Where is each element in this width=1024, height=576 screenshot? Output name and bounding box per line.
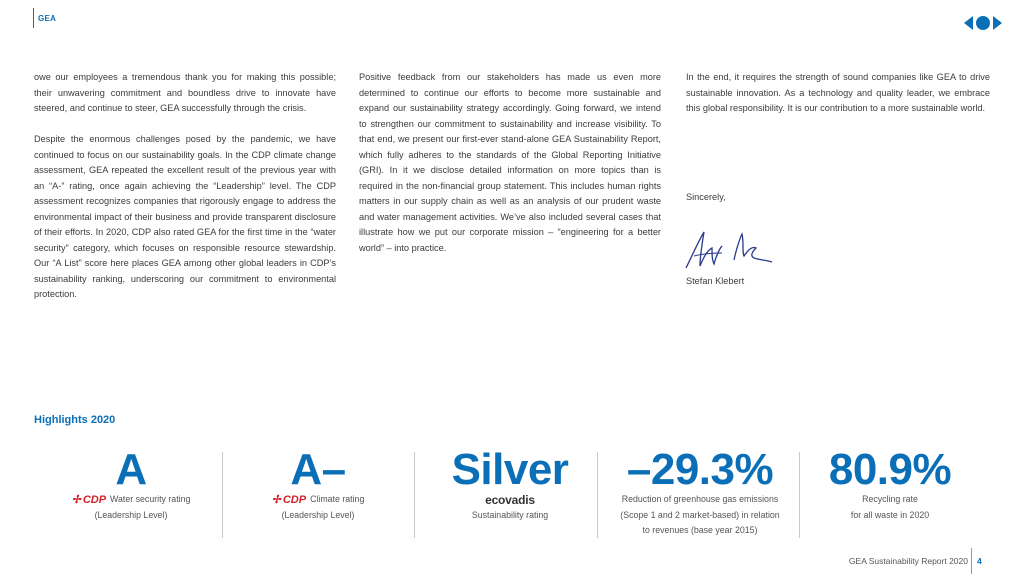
highlight-recycling [810, 446, 970, 523]
home-dot-icon[interactable] [976, 16, 990, 30]
closing: Sincerely, [686, 192, 726, 202]
cdp-logo-text: CDP [82, 493, 107, 506]
highlight-value: Silver [451, 445, 569, 494]
highlight-label-line2: for all waste in 2020 [850, 509, 930, 520]
highlight-ghg-reduction [605, 446, 795, 539]
highlight-label: Reduction of greenhouse gas emissions [621, 494, 779, 504]
paragraph: owe our employees a tremendous thank you for making this possible; their unwavering commitment and boundless drive to innovate have steered, and continue to steer, GEA successfully through the crisis. [34, 72, 336, 113]
brand-label: GEA [38, 14, 57, 23]
highlight-value: A [115, 445, 147, 494]
previous-page-icon[interactable] [964, 16, 973, 30]
page-navigation [964, 16, 1002, 30]
highlight-value: 80.9% [828, 445, 952, 494]
divider [222, 452, 223, 538]
text-column-2 [359, 70, 661, 256]
cdp-row [243, 492, 393, 508]
highlight-label: Sustainability rating [471, 510, 549, 520]
cdp-logo [72, 493, 106, 506]
footer-report-title: GEA Sustainability Report 2020 [848, 556, 968, 566]
paragraph: Positive feedback from our stakeholders has made us even more determined to continue our efforts to become more sustainable and expand our sustainability strategy accordingly. Going forward, we intend to strengthen our commitment to sustainability and increase visibility. To that end, we present our first-ever stand-alone GEA Sustainability Report, which fully adheres to the standards of the Global Reporting Initiative (GRI). In it we disclose detailed information on more topics than is required in the non-financial group statement. This includes human rights matters in our supply chain as well as an analysis of our prudent waste and water management activities. We’ve also included several cases that illustrate how we put our corporate mission – “engineering for a better world” – into practice. [359, 72, 661, 253]
cdp-mark-icon: ✢ [71, 494, 81, 507]
highlight-label: Climate rating [310, 494, 365, 504]
next-page-icon[interactable] [993, 16, 1002, 30]
divider [799, 452, 800, 538]
highlight-sublabel: (Leadership Level) [94, 509, 168, 520]
cdp-logo [272, 493, 306, 506]
brand-rule [33, 8, 34, 28]
signature-image [682, 226, 777, 272]
highlight-label: Recycling rate [862, 494, 918, 504]
text-column-3 [686, 70, 990, 117]
signer-name: Stefan Klebert [686, 276, 745, 286]
highlight-ecovadis [430, 446, 590, 524]
page-number: 4 [977, 556, 982, 566]
highlight-value: A– [290, 445, 346, 494]
highlight-label: Water security rating [110, 494, 191, 504]
divider [414, 452, 415, 538]
ecovadis-logo: ecovadis [485, 493, 535, 507]
cdp-logo-text: CDP [282, 493, 307, 506]
highlights-title: Highlights 2020 [34, 414, 116, 426]
text-column-1 [34, 70, 336, 303]
highlight-label-line2: (Scope 1 and 2 market-based) in relation [620, 509, 780, 520]
highlight-sublabel: (Leadership Level) [281, 509, 355, 520]
cdp-mark-icon: ✢ [271, 494, 281, 507]
cdp-row [56, 492, 206, 508]
paragraph: Despite the enormous challenges posed by the pandemic, we have continued to focus on our sustainability goals. In the CDP climate change assessment, GEA repeated the excellent result of the previous year with an “A-” rating, once again achieving the “Leadership” level. The CDP assessment recognizes companies that rigorously engage to address the environmental impact of their business and provide transparent disclosure of their efforts. In 2020, CDP also rated GEA for the first time in the “water security” category, which focuses on responsible resource stewardship. Our “A List” score here places GEA among other global leaders in CDP’s sustainability ranking, underscoring our commitment to environmental protection. [34, 134, 336, 299]
highlight-climate [243, 446, 393, 523]
highlight-label-line3: to revenues (base year 2015) [642, 525, 758, 535]
highlight-value: –29.3% [626, 445, 774, 494]
paragraph: In the end, it requires the strength of sound companies like GEA to drive sustainable innovation. As a technology and quality leader, we embrace this global responsibility. It is our contribution to a more sustainable world. [686, 72, 990, 113]
highlight-water-security [56, 446, 206, 523]
footer-divider [971, 548, 972, 574]
divider [597, 452, 598, 538]
